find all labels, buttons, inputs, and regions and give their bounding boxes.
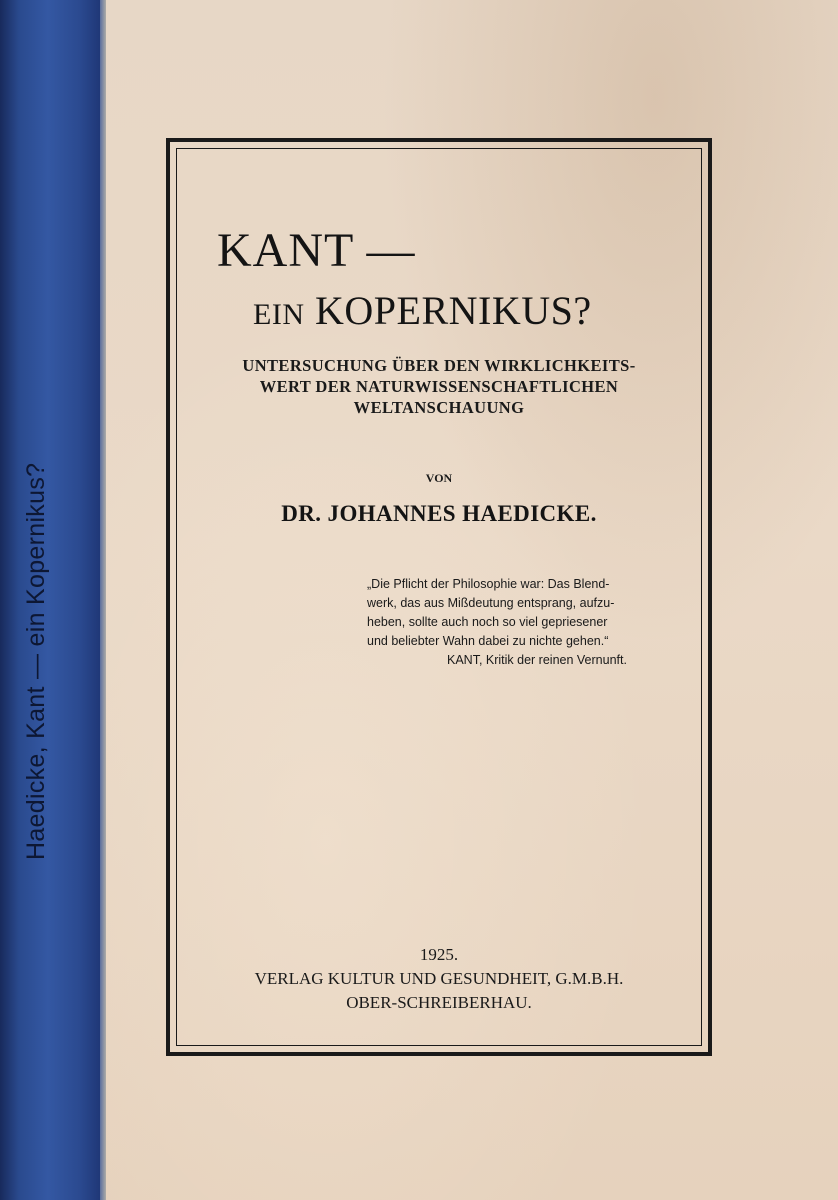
title-line-1: KANT — xyxy=(217,224,416,277)
quote-line: heben, sollte auch noch so viel gepriesener xyxy=(367,615,608,629)
book-cover xyxy=(106,0,838,1200)
title-kopernikus: KOPERNIKUS? xyxy=(314,288,592,333)
publication-year: 1925. xyxy=(419,945,459,964)
subtitle-line: UNTERSUCHUNG ÜBER DEN WIRKLICHKEITS- xyxy=(242,356,636,375)
cover-frame xyxy=(166,138,712,1056)
von-label: VON xyxy=(425,471,453,485)
publisher-place: OBER-SCHREIBERHAU. xyxy=(346,993,532,1012)
cover-frame-inner xyxy=(176,148,702,1046)
imprint xyxy=(177,943,701,1015)
title-line-2 xyxy=(253,287,592,334)
subtitle-line: WELTANSCHAUUNG xyxy=(353,398,525,417)
quote-attribution: KANT, Kritik der reinen Vernunft. xyxy=(447,653,627,667)
spine-title: Haedicke, Kant — ein Kopernikus? xyxy=(22,462,50,860)
quote-line: werk, das aus Mißdeutung entsprang, aufzu- xyxy=(367,596,615,610)
publisher-name: VERLAG KULTUR UND GESUNDHEIT, G.M.B.H. xyxy=(254,969,624,988)
author-name: DR. JOHANNES HAEDICKE. xyxy=(281,501,597,526)
quote-line: und beliebter Wahn dabei zu nichte gehen.“ xyxy=(367,634,609,648)
subtitle xyxy=(177,355,701,418)
book-spine xyxy=(0,0,106,1200)
subtitle-line: WERT DER NATURWISSENSCHAFTLICHEN xyxy=(259,377,619,396)
epigraph-quote xyxy=(367,575,679,670)
quote-line: „Die Pflicht der Philosophie war: Das Blend- xyxy=(367,577,610,591)
title-ein: EIN xyxy=(253,298,305,331)
